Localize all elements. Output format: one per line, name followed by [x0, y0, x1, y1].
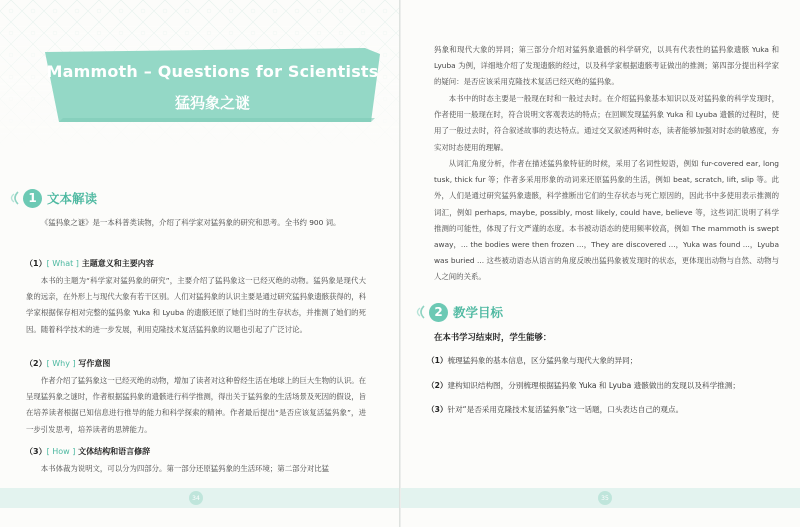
- title-banner: [45, 48, 380, 122]
- section-title: 教学目标: [453, 305, 504, 320]
- objective-number: （2）: [427, 381, 448, 390]
- objective-text: 梳理猛犸象的基本信息，区分猛犸象与现代大象的异同；: [447, 356, 638, 365]
- structure-paragraph-continued: 犸象和现代大象的异同；第三部分介绍对猛犸象遗骸的科学研究，以具有代表性的猛犸象遗骸 Yuka 和 Lyuba 为例，详细地介绍了发现遗骸的经过，以及科学家根据遗骸考证做出的推测；第四部分提出科学家的疑问：是否应该采用克隆技术复活已经灭绝的猛犸象。: [434, 45, 779, 87]
- right-page: [401, 0, 800, 527]
- subheading-index: （2）: [25, 359, 47, 368]
- sound-waves-icon: [414, 303, 428, 321]
- page-number-left: 34: [189, 491, 203, 505]
- subheading-why: [25, 358, 110, 369]
- section-number-badge: 2: [429, 303, 448, 322]
- objective-number: （3）: [427, 405, 448, 414]
- objective-item: [427, 380, 740, 391]
- subheading-index: （3）: [25, 447, 47, 456]
- subheading-what: [25, 258, 154, 269]
- page-number-right: 35: [598, 491, 612, 505]
- subheading-tag: [ What ]: [46, 259, 79, 268]
- book-title-english: Mammoth – Questions for Scientists: [46, 62, 379, 81]
- section-heading-teaching-goals: [414, 300, 503, 324]
- how-paragraph: 本书体裁为说明文，可以分为四部分。第一部分还原猛犸象的生活环境；第二部分对比猛: [40, 464, 330, 473]
- vocabulary-paragraph: 从词汇角度分析，作者在描述猛犸象特征的时候，采用了名词性短语，例如 fur-covered ear, long tusk, thick fur 等；作者多采用形象的动词来还原猛犸象的生活，例如 beat, scratch, lift, slip 等。此外，人们是通过研究猛犸象遗骸，科学推断出它们的生存状态与死亡原因的，因此书中多使用表示推测的词汇，例如 perhaps, maybe, possibly, most likely, could have, believe 等，这些词汇说明了科学推测的可能性，体现了行文严谨的态度。本书被动语态的使用频率较高，例如 The mammoth is swept away，... the bodies were then frozen ...，They are discovered ...，Yuka was found ...，Lyuba was buried ... 这些被动语态从语言的角度反映出猛犸象被发现时的状态，更体现出动物与自然、动物与人之间的关系。: [434, 159, 779, 282]
- objective-text: 针对“是否采用克隆技术复活猛犸象”这一话题，口头表达自己的观点。: [447, 405, 684, 414]
- subheading-title: 文体结构和语言修辞: [78, 447, 151, 456]
- objective-text: 建构知识结构图，分别梳理根据猛犸象 Yuka 和 Lyuba 遗骸做出的发现以及科学推测；: [447, 381, 740, 390]
- tense-paragraph: 本书中的时态主要是一般现在时和一般过去时。在介绍猛犸象基本知识以及对猛犸象的科学发现时，作者使用一般现在时，符合说明文客观表达的特点；在回顾发现猛犸象 Yuka 和 Lyuba 遗骸的过程时，使用了一般过去时，符合叙述故事的表达特点。通过交叉叙述两种时态，读者能够加强对时态的敏感度，夯实对时态使用的理解。: [434, 94, 779, 152]
- what-paragraph: 本书的主题为“科学家对猛犸象的研究”，主要介绍了猛犸象这一已经灭绝的动物。猛犸象是现代大象的远亲，在外形上与现代大象有若干区别。人们对猛犸象的认识主要是通过研究猛犸象遗骸获得的，科学家根据保存相对完整的猛犸象 Yuka 和 Lyuba 的遗骸还原了她们当时的生存状态，并推测了她们的死因。随着科学技术的进一步发展，利用克隆技术复活猛犸象的议题也引起了广泛讨论。: [26, 276, 366, 334]
- why-paragraph: 作者介绍了猛犸象这一已经灭绝的动物，增加了读者对这种曾经生活在地球上的巨大生物的认识。在呈现猛犸象之谜时，作者根据猛犸象的遗骸进行科学推测，得出关于猛犸象的生活场景及死因的假设，旨在培养读者根据已知信息进行推导的能力和科学探索的精神。作者最后提出“是否应该复活猛犸象”，进一步引发思考，培养读者的思辨能力。: [26, 376, 366, 434]
- subheading-tag: [ How ]: [46, 447, 76, 456]
- section-title: 文本解读: [47, 191, 98, 206]
- subheading-index: （1）: [25, 259, 47, 268]
- objective-item: [427, 355, 637, 366]
- objectives-lead: 在本书学习结束时，学生能够：: [434, 332, 552, 342]
- subheading-title: 主题意义和主要内容: [81, 259, 154, 268]
- subheading-title: 写作意图: [78, 359, 111, 368]
- book-title-chinese: 猛犸象之谜: [174, 94, 250, 112]
- sound-waves-icon: [8, 189, 22, 207]
- section-heading-text-reading: [8, 186, 97, 210]
- objective-number: （1）: [427, 356, 448, 365]
- intro-paragraph: 《猛犸象之谜》是一本科普类读物，介绍了科学家对猛犸象的研究和思考。全书约 900 词。: [40, 218, 341, 227]
- subheading-tag: [ Why ]: [46, 359, 76, 368]
- subheading-how: [25, 446, 150, 457]
- left-page: [0, 0, 399, 527]
- objective-item: [427, 404, 683, 415]
- section-number-badge: 1: [23, 189, 42, 208]
